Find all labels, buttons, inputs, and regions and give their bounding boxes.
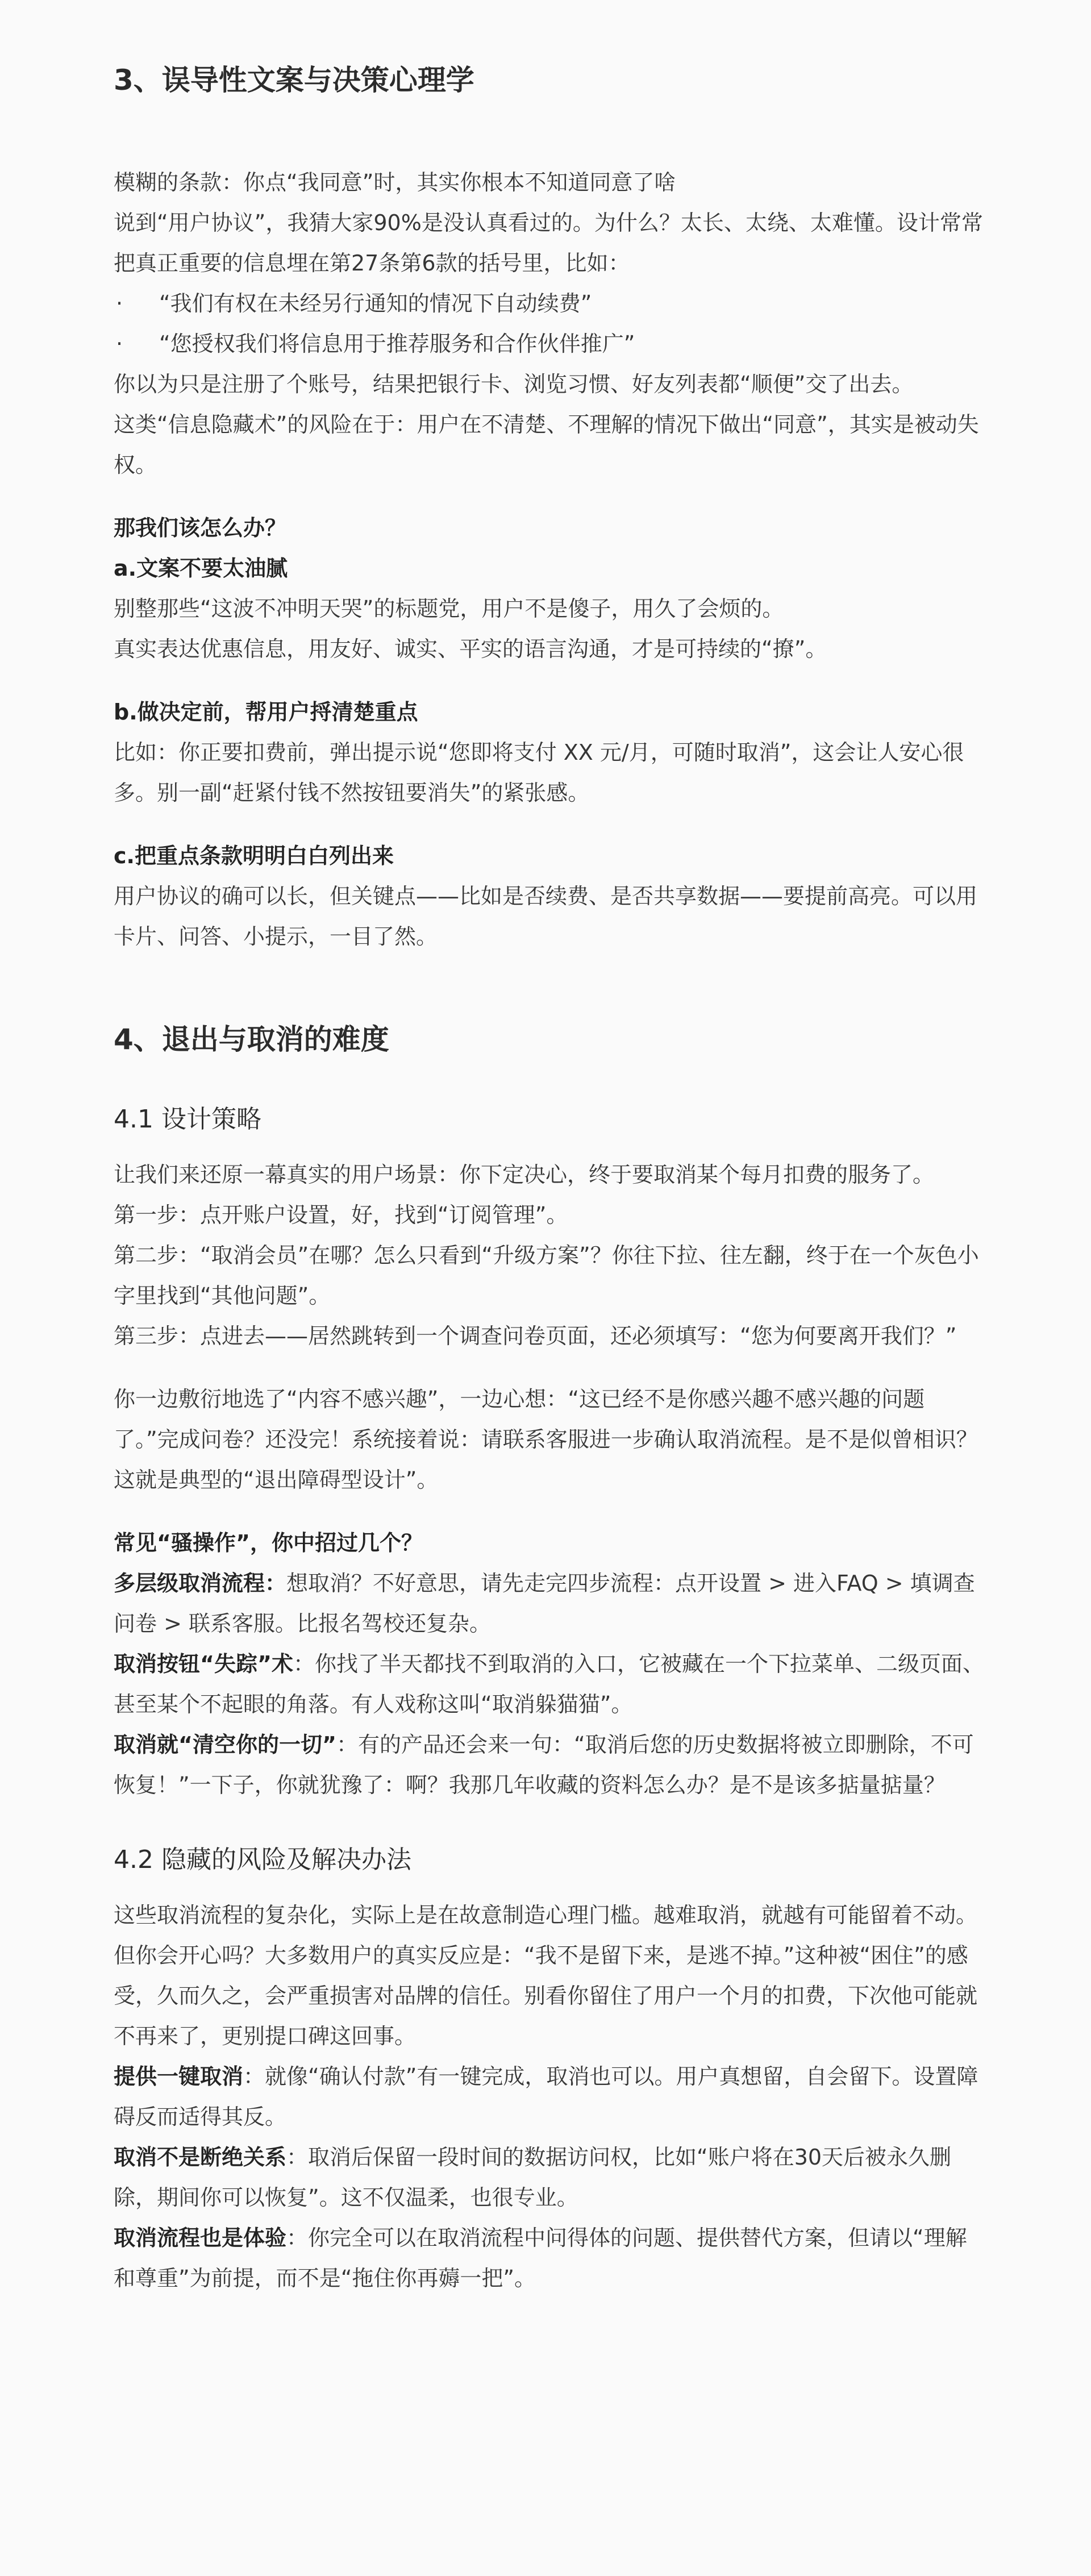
section-3-title: 3、误导性文案与决策心理学 — [114, 64, 474, 97]
subsection-4-1-question: 常见“骚操作”，你中招过几个？ — [114, 1530, 423, 1555]
section-3-intro-line-2: 说到“用户协议”，我猜大家90%是没认真看过的。为什么？太长、太绕、太难懂。设计常常把真正重要的信息埋在第27条第6款的括号里，比如： — [114, 210, 983, 276]
tip-a-line-1: 别整那些“这波不冲明天哭”的标题党，用户不是傻子，用久了会烦的。 — [114, 596, 784, 621]
item-label: 提供一键取消 — [114, 2064, 244, 2089]
section-3-after-bullets-1: 你以为只是注册了个账号，结果把银行卡、浏览习惯、好友列表都“顺便”交了出去。 — [114, 372, 914, 397]
scenario-line-3: 第二步：“取消会员”在哪？怎么只看到“升级方案”？你往下拉、往左翻，终于在一个灰色小字里找到“其他问题”。 — [114, 1243, 979, 1308]
item-text: ：取消后保留一段时间的数据访问权，比如“账户将在30天后被永久删除，期间你可以恢复”。这不仅温柔，也很专业。 — [114, 2145, 952, 2210]
tip-b-heading: b.做决定前，帮用户捋清楚重点 — [114, 700, 418, 725]
scenario-line-1: 让我们来还原一幕真实的用户场景：你下定决心，终于要取消某个每月扣费的服务了。 — [114, 1162, 935, 1187]
item-text: ：有的产品还会来一句：“取消后您的历史数据将被立即删除，不可恢复！”一下子，你就犹豫了：啊？我那几年收藏的资料怎么办？是不是该多掂量掂量？ — [114, 1732, 974, 1797]
scenario-line-4: 第三步：点进去——居然跳转到一个调查问卷页面，还必须填写：“您为何要离开我们？” — [114, 1324, 957, 1349]
tip-c-text: 用户协议的确可以长，但关键点——比如是否续费、是否共享数据——要提前高亮。可以用卡片、问答、小提示，一目了然。 — [114, 884, 978, 949]
list-item — [114, 2218, 986, 2299]
tip-a-line-2: 真实表达优惠信息，用友好、诚实、平实的语言沟通，才是可持续的“撩”。 — [114, 636, 827, 661]
list-item — [114, 2137, 986, 2218]
item-label: 取消就“清空你的一切” — [114, 1732, 336, 1757]
tip-b-text: 比如：你正要扣费前，弹出提示说“您即将支付 XX 元/月，可随时取消”，这会让人安心很多。别一副“赶紧付钱不然按钮要消失”的紧张感。 — [114, 740, 964, 805]
bullet-icon: · — [116, 291, 123, 316]
list-item — [114, 1725, 986, 1805]
section-3-after-bullets-2: 这类“信息隐藏术”的风险在于：用户在不清楚、不理解的情况下做出“同意”，其实是被动失权。 — [114, 412, 979, 477]
scenario-line-2: 第一步：点开账户设置，好，找到“订阅管理”。 — [114, 1202, 568, 1227]
list-item — [114, 1644, 986, 1725]
list-item-text: “您授权我们将信息用于推荐服务和合作伙伴推广” — [159, 331, 635, 356]
item-text: ：就像“确认付款”有一键完成，取消也可以。用户真想留，自会留下。设置障碍反而适得其反。 — [114, 2064, 978, 2129]
bullet-icon: · — [116, 331, 123, 356]
subsection-4-1-paragraph: 你一边敷衍地选了“内容不感兴趣”，一边心想：“这已经不是你感兴趣不感兴趣的问题了。”完成问卷？还没完！系统接着说：请联系客服进一步确认取消流程。是不是似曾相识？这就是典型的“退出障碍型设计”。 — [114, 1387, 978, 1492]
tip-a-heading: a.文案不要太油腻 — [114, 556, 288, 581]
item-label: 多层级取消流程： — [114, 1571, 287, 1596]
list-item — [114, 284, 986, 324]
list-item-text: “我们有权在未经另行通知的情况下自动续费” — [159, 291, 592, 316]
item-text: ：你完全可以在取消流程中问得体的问题、提供替代方案，但请以“理解和尊重”为前提，而不是“拖住你再薅一把”。 — [114, 2225, 967, 2291]
item-text: ：你找了半天都找不到取消的入口，它被藏在一个下拉菜单、二级页面、甚至某个不起眼的角落。有人戏称这叫“取消躲猫猫”。 — [114, 1651, 984, 1717]
subsection-4-1-title: 4.1 设计策略 — [114, 1105, 261, 1134]
section-3-intro-line-1: 模糊的条款：你点“我同意”时，其实你根本不知道同意了啥 — [114, 170, 676, 195]
tip-c-heading: c.把重点条款明明白白列出来 — [114, 843, 394, 868]
article-body — [114, 0, 986, 2299]
section-4-title: 4、退出与取消的难度 — [114, 1023, 389, 1056]
item-text: 想取消？不好意思，请先走完四步流程：点开设置 > 进入FAQ > 填调查问卷 > 联系客服。比报名驾校还复杂。 — [114, 1571, 975, 1636]
list-item — [114, 2057, 986, 2137]
list-item — [114, 1563, 986, 1644]
item-label: 取消流程也是体验 — [114, 2225, 287, 2250]
list-item — [114, 324, 986, 364]
section-3-question: 那我们该怎么办？ — [114, 515, 287, 540]
item-label: 取消不是断绝关系 — [114, 2145, 287, 2170]
subsection-4-2-title: 4.2 隐藏的风险及解决办法 — [114, 1845, 411, 1874]
item-label: 取消按钮“失踪”术 — [114, 1651, 293, 1676]
subsection-4-2-paragraph: 这些取消流程的复杂化，实际上是在故意制造心理门槛。越难取消，就越有可能留着不动。但你会开心吗？大多数用户的真实反应是：“我不是留下来，是逃不掉。”这种被“困住”的感受，久而久之，会严重损害对品牌的信任。别看你留住了用户一个月的扣费，下次他可能就不再来了，更别提口碑这回事。 — [114, 1903, 978, 2049]
